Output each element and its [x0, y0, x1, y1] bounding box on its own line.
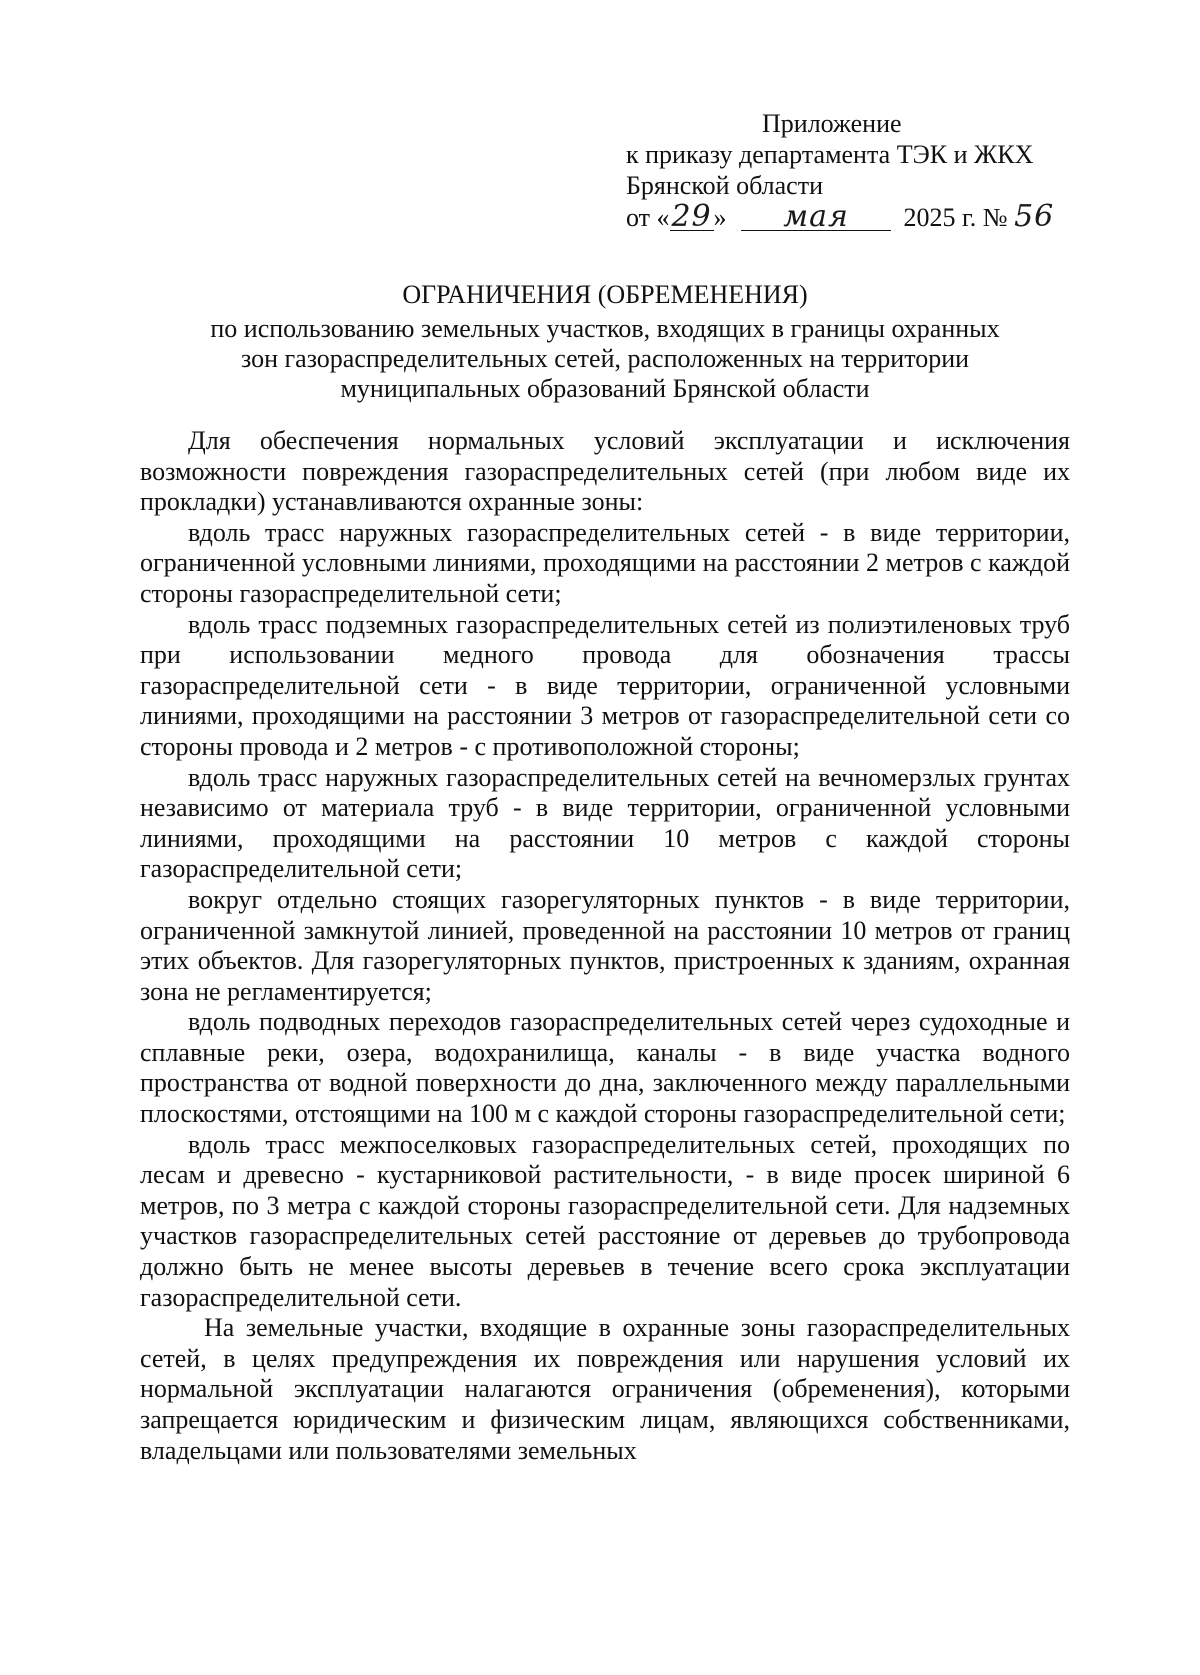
- date-day-close: »: [713, 203, 727, 232]
- body-paragraph: Для обеспечения нормальных условий эксплуатации и исключения возможности повреждения газораспределительных сетей (при любом виде их прокладки) устанавливаются охранные зоны:: [140, 426, 1070, 517]
- body-paragraph: вдоль трасс наружных газораспределительных сетей - в виде территории, ограниченной условными линиями, проходящими на расстоянии 2 метров с каждой стороны газораспределительной сети;: [140, 517, 1070, 608]
- appendix-label: Приложение: [762, 109, 902, 138]
- appendix-header: [626, 108, 1146, 233]
- body-paragraph: вдоль подводных переходов газораспределительных сетей через судоходные и сплавные реки, озера, водохранилища, каналы - в виде участка водного пространства от водной поверхности до дна, заключенного между параллельными плоскостями, отстоящими на 100 м с каждой стороны газораспределительной сети;: [140, 1007, 1070, 1129]
- document-title: [140, 280, 1070, 404]
- document-body: [140, 426, 1070, 1466]
- body-paragraph: вокруг отдельно стоящих газорегуляторных пунктов - в виде территории, ограниченной замкнутой линией, проведенной на расстоянии 10 метров от границ этих объектов. Для газорегуляторных пунктов, пристроенных к зданиям, охранная зона не регламентируется;: [140, 884, 1070, 1006]
- handwritten-number: 56: [1014, 199, 1055, 234]
- handwritten-day: 29: [671, 199, 712, 234]
- appendix-order-ref: к приказу департамента ТЭК и ЖКХ: [626, 140, 1034, 169]
- title-subtitle-3: муниципальных образований Брянской области: [340, 374, 870, 403]
- title-heading: ОГРАНИЧЕНИЯ (ОБРЕМЕНЕНИЯ): [402, 280, 808, 309]
- date-prefix: от «: [626, 203, 670, 232]
- date-year: 2025 г. №: [903, 203, 1008, 232]
- body-paragraph: На земельные участки, входящие в охранные зоны газораспределительных сетей, в целях предупреждения их повреждения или нарушения условий их нормальной эксплуатации налагаются ограничения (обременения), которыми запрещается юридическим и физическим лицам, являющихся собственниками, владельцами или пользователями земельных: [140, 1313, 1070, 1465]
- appendix-region: Брянской области: [626, 171, 823, 200]
- title-subtitle-2: зон газораспределительных сетей, расположенных на территории: [240, 344, 970, 373]
- body-paragraph: вдоль трасс межпоселковых газораспределительных сетей, проходящих по лесам и древесно - кустарниковой растительности, - в виде просек шириной 6 метров, по 3 метра с каждой стороны газораспределительной сети. Для надземных участков газораспределительных сетей расстояние от деревьев до трубопровода должно быть не менее высоты деревьев в течение всего срока эксплуатации газораспределительной сети.: [140, 1129, 1070, 1312]
- body-paragraph: вдоль трасс подземных газораспределительных сетей из полиэтиленовых труб при использовании медного провода для обозначения трассы газораспределительной сети - в виде территории, ограниченной условными линиями, проходящими на расстоянии 3 метров от газораспределительной сети со стороны провода и 2 метров - с противоположной стороны;: [140, 609, 1070, 761]
- title-subtitle-1: по использованию земельных участков, входящих в границы охранных: [210, 314, 1000, 343]
- handwritten-month: мая: [741, 204, 891, 231]
- body-paragraph: вдоль трасс наружных газораспределительных сетей на вечномерзлых грунтах независимо от материала труб - в виде территории, ограниченной условными линиями, проходящими на расстоянии 10 метров с каждой стороны газораспределительной сети;: [140, 762, 1070, 884]
- appendix-date-line: [626, 201, 1146, 233]
